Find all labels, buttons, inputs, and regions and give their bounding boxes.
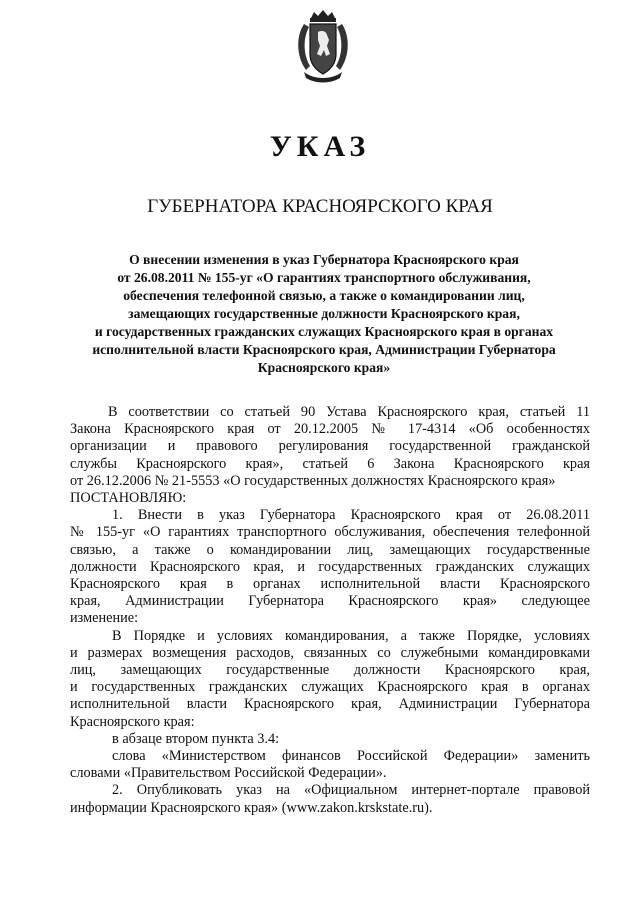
decree-heading <box>60 251 588 377</box>
heading-line: обеспечения телефонной связью, а также о командировании лиц, <box>123 288 525 303</box>
document-title: УКАЗ <box>269 130 371 163</box>
coat-of-arms-emblem <box>294 10 352 84</box>
body-line: исполнительной власти Красноярского края, Администрации Губернатора <box>70 696 590 713</box>
body-line: и государственных гражданских служащих Красноярского края в органах <box>70 679 590 696</box>
body-line: службы Красноярского края», статьей 6 Закона Красноярского края <box>70 455 590 472</box>
body-line: Закона Красноярского края от 20.12.2005 № 17-4314 «Об особенностях <box>70 421 590 438</box>
body-line: № 155-уг «О гарантиях транспортного обслуживания, обеспечения телефонной <box>70 524 590 541</box>
body-line: Красноярского края в органах исполнительной власти Красноярского <box>70 576 590 593</box>
body-line: изменение: <box>70 610 139 627</box>
preamble-paragraph <box>70 404 590 490</box>
heading-line: замещающих государственные должности Красноярского края, <box>128 306 520 321</box>
decree-word: ПОСТАНОВЛЯЮ: <box>70 490 187 507</box>
body-line: и размерах возмещения расходов, связанных со служебными командировками <box>70 644 590 661</box>
item-1-paragraph <box>70 507 590 627</box>
body-line: края, Администрации Губернатора Красноярского края» следующее <box>70 593 590 610</box>
body-line: информации Красноярского края» (www.zakon.krskstate.ru). <box>70 799 433 816</box>
heading-line: от 26.08.2011 № 155-уг «О гарантиях транспортного обслуживания, <box>117 270 531 285</box>
paragraph-reference: в абзаце втором пункта 3.4: <box>112 730 280 747</box>
heading-line: исполнительной власти Красноярского края, Администрации Губернатора <box>92 342 556 357</box>
replace-paragraph <box>70 748 590 782</box>
body-line: 2. Опубликовать указ на «Официальном интернет-портале правовой <box>112 782 590 799</box>
body-line: связью, а также о командировании лиц, замещающих государственные <box>70 541 590 558</box>
body-line: организации и правового регулирования государственной гражданской <box>70 438 590 455</box>
document-subtitle: ГУБЕРНАТОРА КРАСНОЯРСКОГО КРАЯ <box>147 196 493 217</box>
decree-body <box>70 404 590 817</box>
body-line: В соответствии со статьей 90 Устава Красноярского края, статьей 11 <box>108 404 590 420</box>
heading-line: и государственных гражданских служащих Красноярского края в органах <box>94 324 554 339</box>
body-line: 1. Внести в указ Губернатора Красноярского края от 26.08.2011 <box>112 507 590 524</box>
body-line: В Порядке и условиях командирования, а также Порядке, условиях <box>112 627 590 644</box>
heading-line: О внесении изменения в указ Губернатора Красноярского края <box>129 252 519 267</box>
item-2-paragraph <box>70 782 590 816</box>
body-line: словами «Правительством Российской Федерации». <box>70 765 387 782</box>
order-paragraph <box>70 628 590 731</box>
body-line: лиц, замещающих государственные должности Красноярского края, <box>70 662 590 679</box>
body-line: должности Красноярского края, и государственных гражданских служащих <box>70 558 590 575</box>
body-line: слова «Министерством финансов Российской Федерации» заменить <box>112 748 590 765</box>
body-line: от 26.12.2006 № 21-5553 «О государственных должностях Красноярского края» <box>70 472 556 489</box>
heading-line: Красноярского края» <box>257 360 391 375</box>
body-line: Красноярского края: <box>70 713 195 730</box>
